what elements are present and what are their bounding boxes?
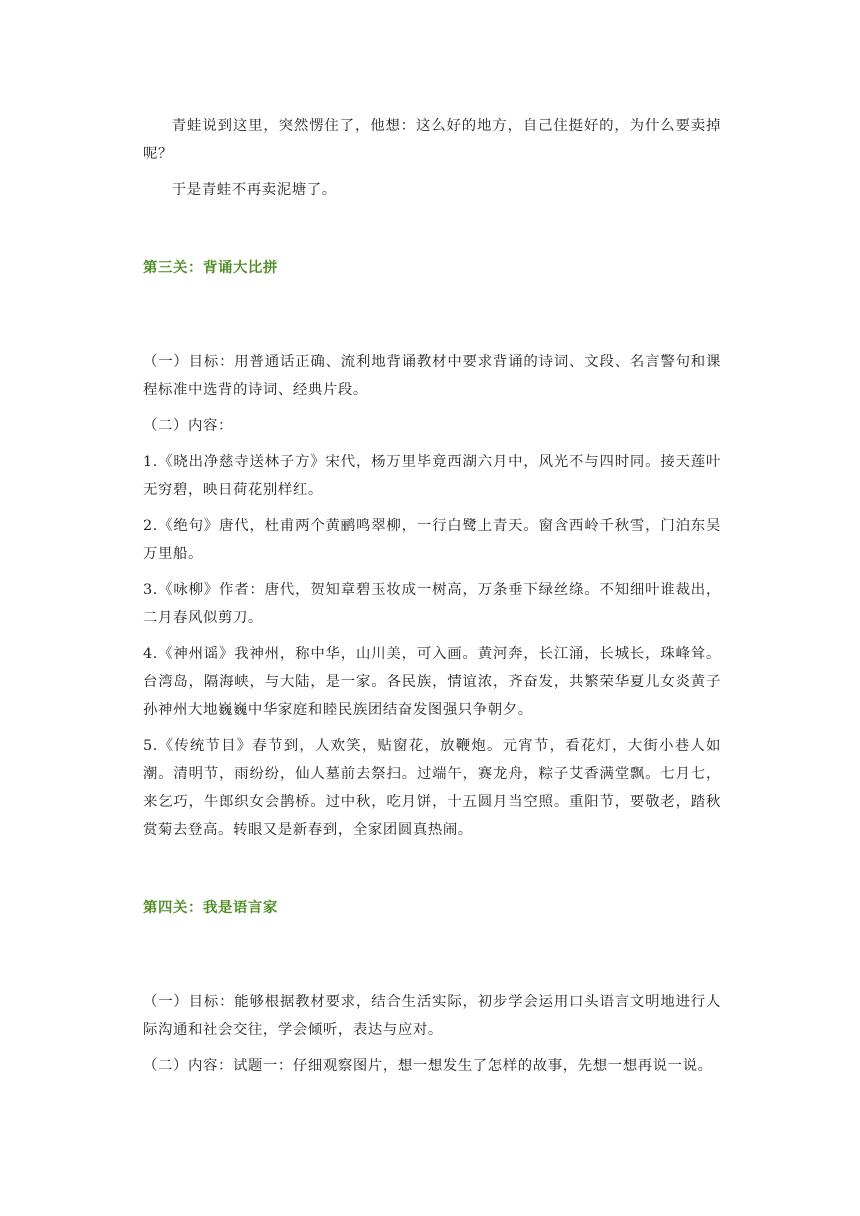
recitation-item-4: 4.《神州谣》我神州，称中华，山川美，可入画。黄河奔，长江涌，长城长，珠峰耸。台湾岛，隔海峡，与大陆，是一家。各民族，情谊浓，齐奋发，共繁荣华夏儿女炎黄子孙神州大地巍巍中华家庭和睦民族团结奋发图强只争朝夕。 xyxy=(143,646,721,718)
section-3-heading: 第三关：背诵大比拼 xyxy=(143,260,278,276)
section-3-goal: （一）目标：用普通话正确、流利地背诵教材中要求背诵的诗词、文段、名言警句和课程标准中选背的诗词、经典片段。 xyxy=(143,354,721,398)
story-paragraph-1: 青蛙说到这里，突然愣住了，他想：这么好的地方，自己住挺好的，为什么要卖掉呢？ xyxy=(143,118,721,162)
section-4-goal: （一）目标：能够根据教材要求，结合生活实际，初步学会运用口头语言文明地进行人际沟通和社会交往，学会倾听，表达与应对。 xyxy=(143,994,721,1038)
recitation-item-2: 2.《绝句》唐代，杜甫两个黄鹂鸣翠柳，一行白鹭上青天。窗含西岭千秋雪，门泊东吴万里船。 xyxy=(143,518,721,562)
section-4-content: （二）内容：试题一：仔细观察图片，想一想发生了怎样的故事，先想一想再说一说。 xyxy=(143,1058,713,1074)
section-3-content-label: （二）内容： xyxy=(143,418,233,434)
story-paragraph-2: 于是青蛙不再卖泥塘了。 xyxy=(171,182,337,198)
recitation-item-3: 3.《咏柳》作者：唐代，贺知章碧玉妆成一树高，万条垂下绿丝绦。不知细叶谁裁出，二月春风似剪刀。 xyxy=(143,582,721,626)
recitation-item-1: 1.《晓出净慈寺送林子方》宋代，杨万里毕竟西湖六月中，风光不与四时同。接天莲叶无穷碧，映日荷花别样红。 xyxy=(143,454,721,498)
document-body xyxy=(143,112,721,1080)
recitation-item-5: 5.《传统节目》春节到，人欢笑，贴窗花，放鞭炮。元宵节，看花灯，大街小巷人如潮。清明节，雨纷纷，仙人墓前去祭扫。过端午，赛龙舟，粽子艾香满堂飘。七月七，来乞巧，牛郎织女会鹊桥。过中秋，吃月饼，十五圆月当空照。重阳节，要敬老，踏秋赏菊去登高。转眼又是新春到，全家团圆真热闹。 xyxy=(143,738,721,838)
section-4-heading: 第四关：我是语言家 xyxy=(143,900,278,916)
